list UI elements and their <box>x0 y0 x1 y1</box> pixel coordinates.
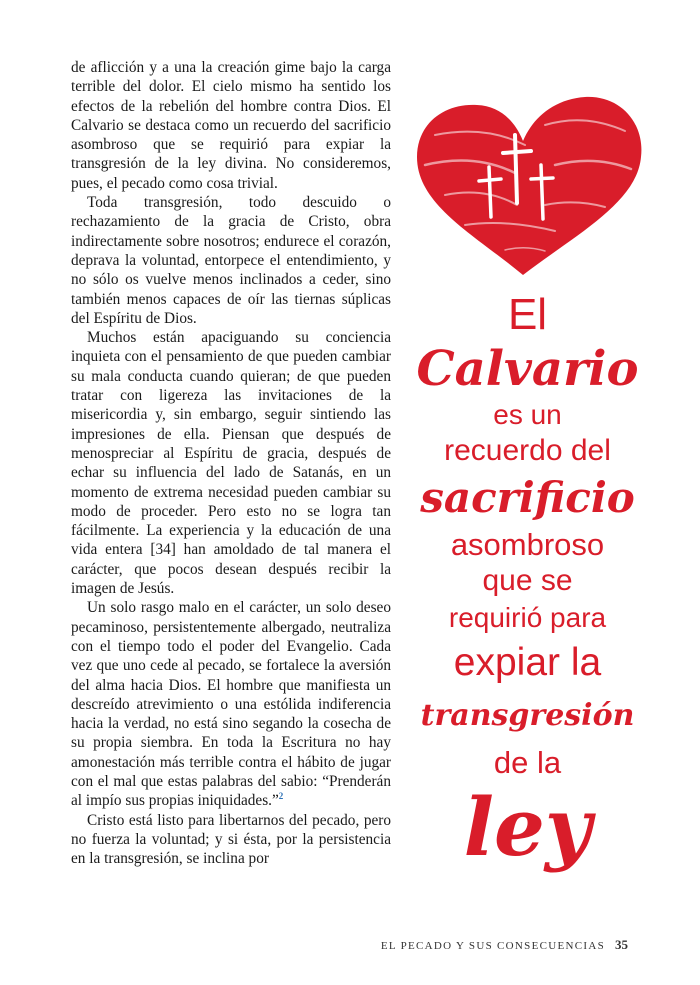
pull-quote-line: recuerdo del <box>444 434 611 467</box>
paragraph-text: Un solo rasgo malo en el carácter, un solo deseo pecaminoso, persistentemente albergado, neutraliza con el tiempo todo el poder del Evangelio. Cada vez que uno cede al pecado, se fortalece la aversión del alma hacia Dios. El hombre que manifiesta un descreído atrevimiento o una estólida indiferencia hacia la verdad, no está sino segando la cosecha de su propia siembra. En toda la Escritura no hay amonestación más terrible contra el hábito de jugar con el mal que estas palabras del sabio: “Prenderán al impío sus propias iniquidades.” <box>71 599 391 810</box>
pull-quote-line: Calvario <box>416 341 639 397</box>
paragraph: Muchos están apaciguando su conciencia inquieta con el pensamiento de que pueden cambiar su mala conducta cuando quieran; de que pueden tratar con ligereza las invitaciones de la misericordia y, sin embargo, seguir sintiendo las impresiones de ella. Piensan que después de menospreciar al Espíritu de gracia, después de echar su influencia del lado de Satanás, en un momento de extrema necesidad pueden cambiar su modo de proceder. Pero esto no se logra tan fácilmente. La experiencia y la educación de una vida entera [34] han amoldado de tal manera el carácter, que pocos desean después recibir la imagen de Jesús. <box>71 329 391 598</box>
pull-quote-line: requirió para <box>448 602 607 633</box>
page-number: 35 <box>615 937 628 952</box>
pull-quote-line: expiar la <box>453 641 602 684</box>
brush-heart-with-three-crosses-icon <box>405 95 650 285</box>
pull-quote-line: que se <box>482 564 573 597</box>
pull-quote-line: asombroso <box>450 527 605 562</box>
pull-quote <box>405 290 650 872</box>
page-footer <box>381 937 628 953</box>
paragraph: Toda transgresión, todo descuido o rechazamiento de la gracia de Cristo, obra indirectamente sobre nosotros; endurece el corazón, deprava la voluntad, entorpece el entendimiento, y no sólo os vuelve menos inclinados a ceder, sino también menos capaces de oír las tiernas súplicas del Espíritu de Dios. <box>71 194 391 327</box>
heart-illustration <box>405 95 650 285</box>
paragraph <box>71 598 391 810</box>
paragraph: Cristo está listo para libertarnos del pecado, pero no fuerza la voluntad; y si ésta, por la persistencia en la transgresión, se inclina por <box>71 811 391 868</box>
pull-quote-line: transgresión <box>420 698 635 733</box>
running-footer-title: EL PECADO Y SUS CONSECUENCIAS <box>380 940 605 952</box>
pull-quote-line: de la <box>493 745 562 780</box>
pull-quote-line: es un <box>493 399 562 430</box>
pull-quote-line: El <box>507 290 548 339</box>
pull-quote-line: ley <box>463 780 592 874</box>
body-text-column <box>71 58 391 868</box>
pull-quote-line: sacrificio <box>420 473 635 522</box>
paragraph: de aflicción y a una la creación gime bajo la carga terrible del dolor. El cielo mismo ha sentido los efectos de la rebelión del hombre contra Dios. El Calvario se destaca como un recuerdo del sacrificio asombroso que se requirió para expiar la transgresión de la ley divina. No consideremos, pues, el pecado como cosa trivial. <box>71 59 391 192</box>
footnote-reference[interactable]: 2 <box>278 791 284 802</box>
